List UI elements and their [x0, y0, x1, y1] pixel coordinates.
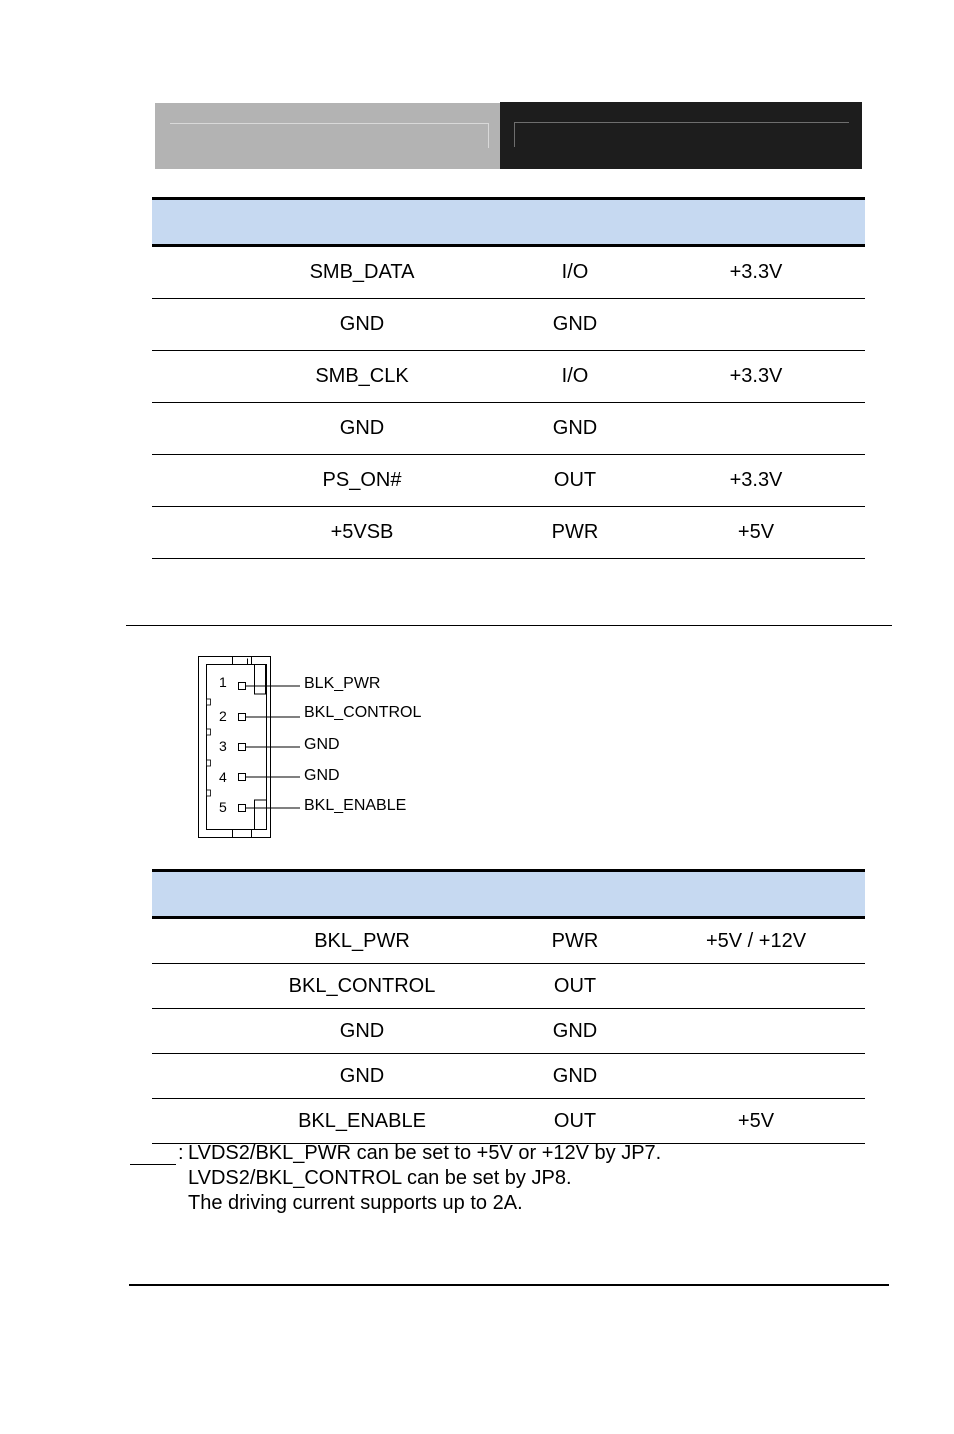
type-cell: GND [552, 417, 598, 439]
signal-cell: BKL_CONTROL [288, 975, 436, 997]
pin-3-pad [239, 744, 246, 751]
note-line: LVDS2/BKL_PWR can be set to +5V or +12V by JP7. [188, 1142, 662, 1164]
pin-table-2 [152, 869, 865, 1144]
type-cell: GND [552, 1020, 598, 1042]
level-cell: +5V / +12V [705, 930, 807, 952]
pin-number: 5 [219, 799, 227, 815]
pin-number: 2 [219, 708, 227, 724]
type-cell: GND [552, 1065, 598, 1087]
table-row [152, 919, 865, 964]
pin-5-pad [239, 805, 246, 812]
table-row [152, 299, 865, 351]
pin-table-1 [152, 197, 865, 559]
table-header [152, 869, 865, 919]
signal-cell: +5VSB [330, 521, 394, 543]
note-line: The driving current supports up to 2A. [188, 1192, 523, 1214]
table-row [152, 1099, 865, 1144]
pin-1-pad [239, 683, 246, 690]
type-cell: OUT [553, 469, 597, 491]
pin-label: BLK_PWR [304, 675, 381, 692]
pin-number: 1 [219, 674, 227, 690]
header-banner-left [155, 103, 500, 169]
signal-cell: GND [339, 1065, 385, 1087]
pin-label: BKL_CONTROL [304, 704, 422, 721]
type-cell: PWR [551, 930, 599, 952]
note-colon: : [178, 1142, 184, 1164]
pin-4-pad [239, 774, 246, 781]
table-row [152, 964, 865, 1009]
level-cell: +3.3V [729, 261, 783, 283]
type-cell: PWR [551, 521, 599, 543]
note-line: LVDS2/BKL_CONTROL can be set by JP8. [188, 1167, 572, 1189]
table-row [152, 247, 865, 299]
connector-diagram [190, 650, 490, 845]
signal-cell: PS_ON# [322, 469, 402, 491]
header-banner-right [500, 102, 862, 169]
footer-rule [129, 1284, 889, 1286]
table-row [152, 455, 865, 507]
table-row [152, 507, 865, 559]
signal-cell: SMB_CLK [315, 365, 409, 387]
type-cell: OUT [553, 1110, 597, 1132]
signal-cell: GND [339, 1020, 385, 1042]
table-row [152, 1009, 865, 1054]
pin-2-pad [239, 714, 246, 721]
pin-number: 3 [219, 738, 227, 754]
level-cell: +3.3V [729, 365, 783, 387]
table-row [152, 351, 865, 403]
table-row [152, 403, 865, 455]
level-cell: +5V [737, 1110, 775, 1132]
signal-cell: GND [339, 417, 385, 439]
level-cell: +3.3V [729, 469, 783, 491]
level-cell: +5V [737, 521, 775, 543]
table-row [152, 1054, 865, 1099]
signal-cell: BKL_ENABLE [298, 1110, 426, 1132]
pin-label: BKL_ENABLE [304, 797, 407, 814]
type-cell: GND [552, 313, 598, 335]
pin-number: 4 [219, 769, 227, 785]
note-underline [130, 1164, 176, 1165]
signal-cell: GND [339, 313, 385, 335]
pin-label: GND [304, 767, 340, 784]
signal-cell: BKL_PWR [314, 930, 410, 952]
table-header [152, 197, 865, 247]
type-cell: I/O [561, 261, 589, 283]
type-cell: I/O [561, 365, 589, 387]
section-divider [126, 625, 892, 626]
type-cell: OUT [553, 975, 597, 997]
pin-label: GND [304, 736, 340, 753]
signal-cell: SMB_DATA [309, 261, 415, 283]
